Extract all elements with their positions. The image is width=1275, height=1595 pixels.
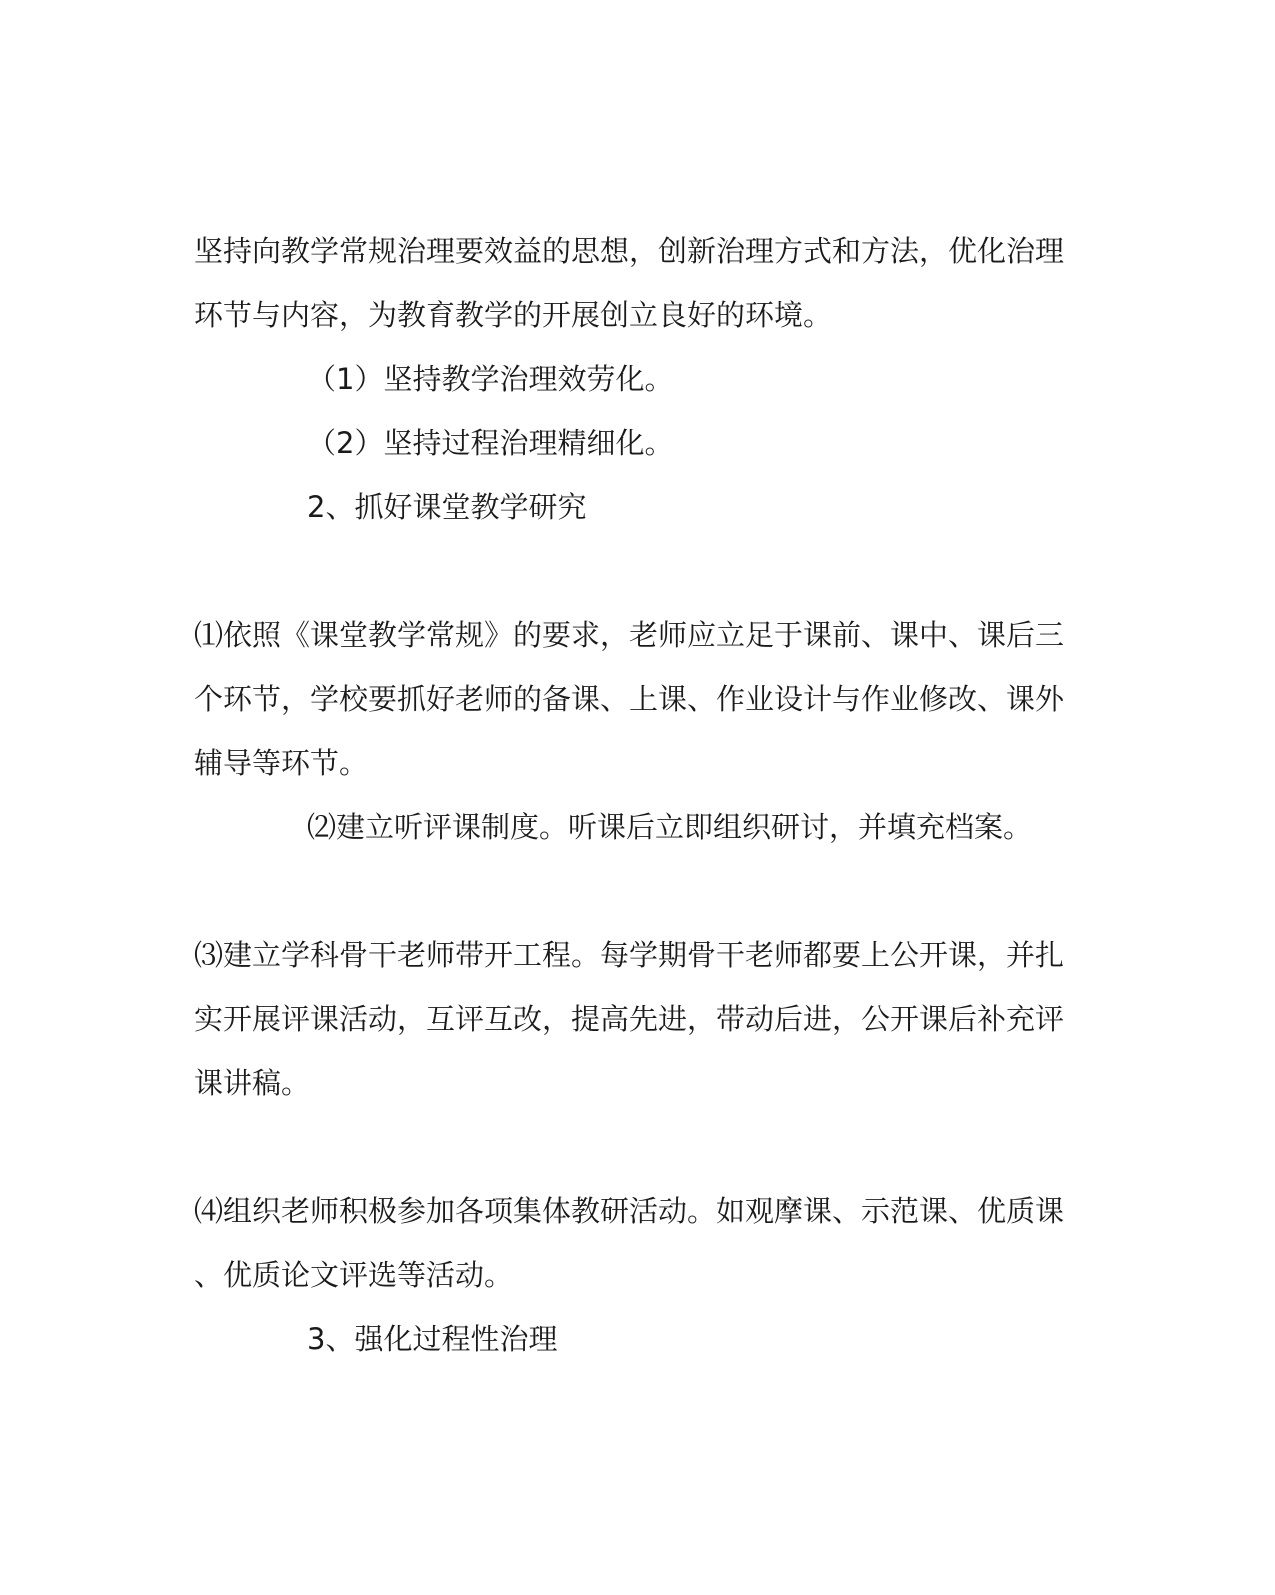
paragraph-line: ⑷组织老师积极参加各项集体教研活动。如观摩课、示范课、优质课 [194,1194,1065,1228]
paragraph-line: ⑴依照《课堂教学常规》的要求，老师应立足于课前、课中、课后三 [194,618,1065,652]
paragraph-line: 辅导等环节。 [194,746,369,780]
paragraph-line: 坚持向教学常规治理要效益的思想，创新治理方式和方法，优化治理 [194,234,1065,268]
paragraph-line: ⑵建立听评课制度。听课后立即组织研讨，并填充档案。 [307,810,1033,844]
paragraph-line: ⑶建立学科骨干老师带开工程。每学期骨干老师都要上公开课，并扎 [194,938,1065,972]
section-heading: 2、抓好课堂教学研究 [307,490,587,524]
paragraph-line: 个环节，学校要抓好老师的备课、上课、作业设计与作业修改、课外 [194,682,1065,716]
paragraph-line: 课讲稿。 [194,1066,311,1100]
list-item: （1）坚持教学治理效劳化。 [307,362,674,396]
section-heading: 3、强化过程性治理 [307,1322,558,1356]
paragraph-line: 实开展评课活动，互评互改，提高先进，带动后进，公开课后补充评 [194,1002,1065,1036]
paragraph-line: 环节与内容，为教育教学的开展创立良好的环境。 [194,298,833,332]
paragraph-line: 、优质论文评选等活动。 [194,1258,514,1292]
list-item: （2）坚持过程治理精细化。 [307,426,674,460]
